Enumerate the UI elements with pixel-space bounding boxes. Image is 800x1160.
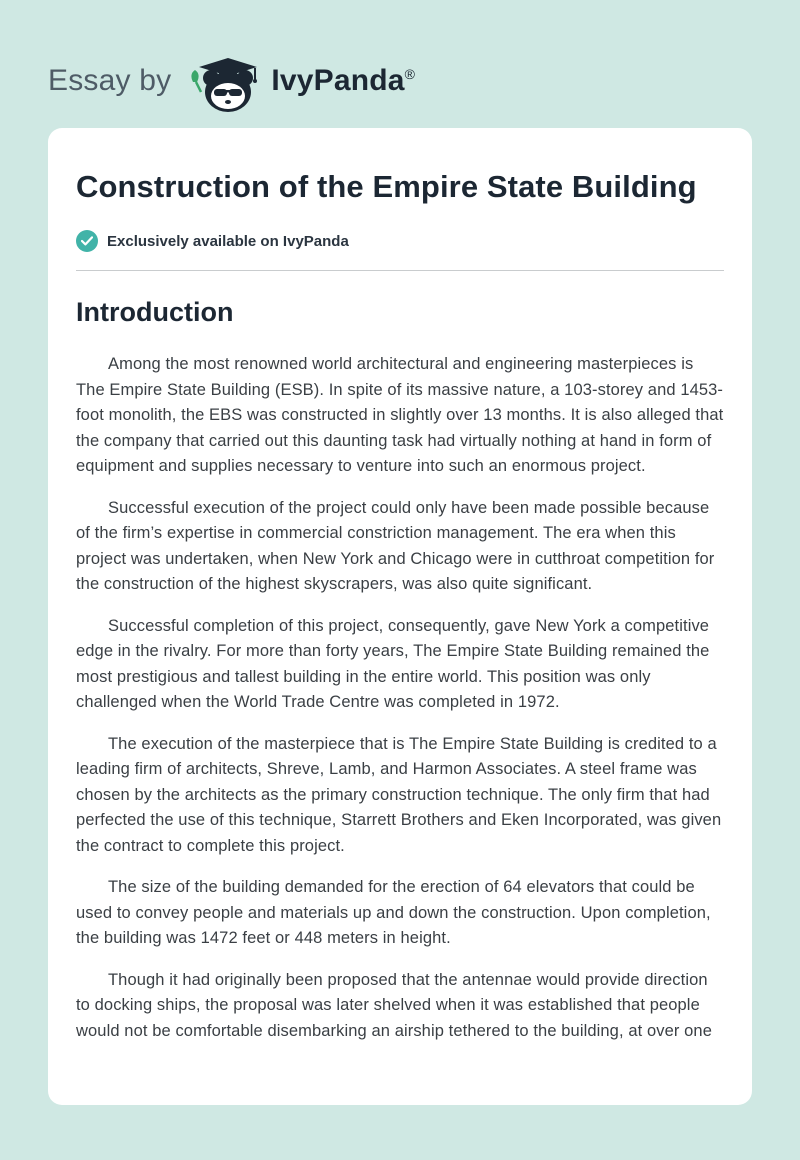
page-title: Construction of the Empire State Building (76, 169, 697, 204)
paragraph: Though it had originally been proposed that the antennae would provide direction to docking ships, the proposal was later shelved when it was established that people would not be comfortable disembarking an airship tethered to the building, at over one (76, 970, 712, 1040)
article-body (76, 352, 724, 1044)
essay-by-label: Essay by (48, 64, 172, 97)
brand-name (271, 64, 415, 98)
paragraph: The execution of the masterpiece that is The Empire State Building is credited to a leading firm of architects, Shreve, Lamb, and Harmon Associates. A steel frame was chosen by the architects as the primary construction technique. The only firm that had perfected the use of this technique, Starrett Brothers and Eken Incorporated, was given the contract to complete this project. (76, 734, 722, 855)
brand-text: IvyPanda (271, 64, 405, 97)
panda-graduation-cap-icon (187, 52, 261, 114)
paragraph: Successful completion of this project, consequently, gave New York a competitive edge in the rivalry. For more than forty years, The Empire State Building remained the most prestigious and tallest building in the entire world. This position was only challenged when the World Trade Centre was completed in 1972. (76, 616, 710, 711)
paragraph: Successful execution of the project could only have been made possible because of the firm’s expertise in commercial constriction management. The era when this project was undertaken, when New York and Chicago were in cutthroat competition for the construction of the highest skyscrapers, was also quite significant. (76, 498, 715, 593)
section-heading-introduction: Introduction (76, 297, 234, 327)
paragraph: The size of the building demanded for the erection of 64 elevators that could be used to convey people and materials up and down the construction. Upon completion, the building was 1472 feet or 448 meters in height. (76, 878, 711, 947)
header (0, 0, 800, 120)
availability-label: Exclusively available on IvyPanda (107, 232, 349, 250)
availability-row (76, 230, 724, 252)
paragraph: Among the most renowned world architectural and engineering masterpieces is The Empire State Building (ESB). In spite of its massive nature, a 103-storey and 1453-foot monolith, the EBS was constructed in slightly over 13 months. It is also alleged that the company that carried out this daunting task had virtually nothing at hand in form of equipment and supplies necessary to venture into such an enormous project. (76, 355, 724, 475)
document-card (48, 128, 752, 1105)
registered-mark: ® (404, 66, 416, 82)
checkmark-icon (76, 230, 98, 252)
divider (76, 270, 724, 271)
